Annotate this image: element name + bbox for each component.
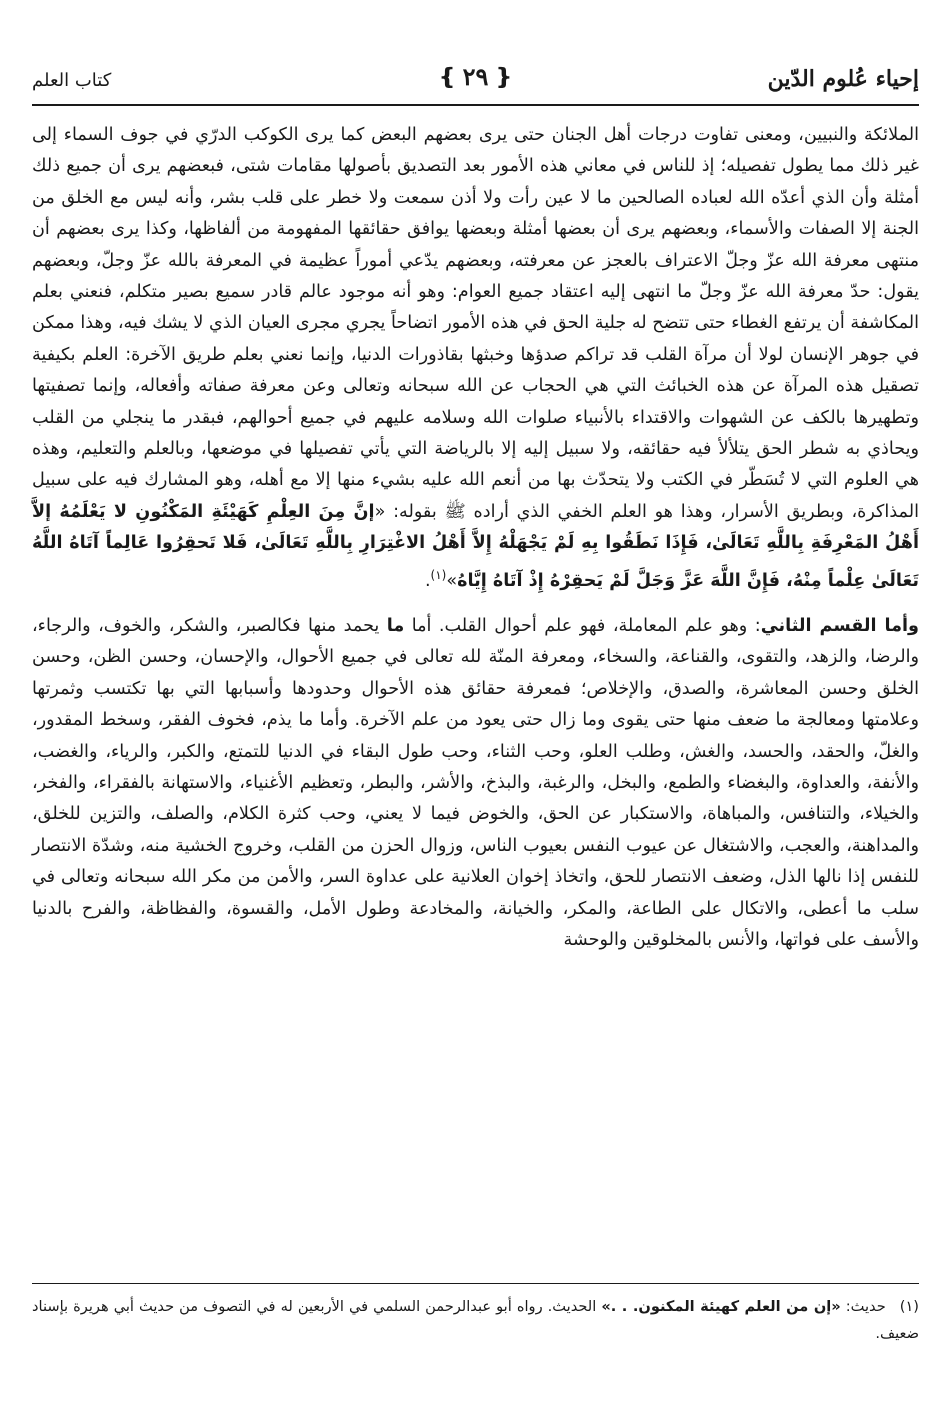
ornament-left-icon: ❵ xyxy=(438,63,457,90)
paragraph-1-text: الملائكة والنبيين، ومعنى تفاوت درجات أهل الجنان حتى يرى بعضهم البعض كما يرى الكوكب الدرّي في جوف السماء إلى غير ذلك مما يطول تفصيله؛ إذ للناس في معاني هذه الأمور بعد التصديق بأصولها مقامات شتى، فبعضهم يرى أن جميع ذلك أمثلة وأن الذي أعدّه الله لعباده الصالحين ما لا عين رأت ولا أذن سمعت ولا خطر على قلب بشر، وأنه ليس مع الخلق من الجنة إلا الصفات والأسماء، وبعضهم يرى أن بعضها أمثلة وبعضها يوافق حقائقها المفهومة من ألفاظها، وكذا يرى بعضهم أن منتهى معرفة الله عزّ وجلّ الاعتراف بالعجز عن معرفته، وبعضهم يدّعي أموراً عظيمة في المعرفة بالله عزّ وجلّ، وبعضهم يقول: حدّ معرفة الله عزّ وجلّ ما انتهى إليه اعتقاد جميع العوام: وهو أنه موجود عالم قادر سميع بصير متكلم، فنعني بعلم المكاشفة أن يرتفع الغطاء حتى تتضح له جلية الحق في هذه الأمور اتضاحاً يجري مجرى العيان الذي لا يشك فيه، وهذا ممكن في جوهر الإنسان لولا أن مرآة القلب قد تراكم صدؤها وخبثها بقاذورات الدنيا، وإنما نعني بعلم طريق الآخرة: العلم بكيفية تصقيل هذه المرآة عن هذه الخبائث التي هي الحجاب عن الله سبحانه وتعالى وعن معرفة صفاته وأفعاله، وإنما تصفيتها وتطهيرها بالكف عن الشهوات والاقتداء بالأنبياء صلوات الله وسلامه عليهم في جميع أحوالهم، فبقدر ما ينجلي من القلب ويحاذي به شطر الحق يتلألأ فيه حقائقه، ولا سبيل إليه إلا بالرياضة التي يأتي تفصيلها في موضعها، وبالعلم والتعليم، وهذه هي العلوم التي لا تُسَطّر في الكتب ولا يتحدّث بها من أنعم الله عليه بشيء منها إلا مع أهله، وهو المشارك فيه على سبيل المذاكرة، وبطريق الأسرار، وهذا هو العلم الخفي الذي أراده ﷺ بقوله: « xyxy=(32,125,919,522)
footnote-reference[interactable]: (١) xyxy=(430,567,447,582)
footnote-label: حديث: xyxy=(840,1298,886,1315)
hadith-quote: إنَّ مِنَ العِلْمِ كَهَيْئَةِ المَكْنُونِ لا يَعْلَمُهُ إلاَّ أَهْلُ المَعْرِفَةِ بِاللَّهِ تَعَالَىٰ، فَإِذَا نَطَقُوا بِهِ لَمْ يَجْهَلْهُ إِلاَّ أَهْلُ الاغْتِرَارِ بِاللَّهِ تَعَالَىٰ، فَلا تَحقِرُوا عَالِماً آتَاهُ اللَّهُ تَعَالَىٰ عِلْماً مِنْهُ، فَإِنَّ اللَّهَ عَزَّ وَجَلَّ لَمْ يَحقِرْهُ إِذْ آتَاهُ إِيَّاهُ xyxy=(32,501,919,591)
page-header xyxy=(32,58,919,106)
paragraph-2-bold-word: ما xyxy=(386,615,405,636)
paragraph-2-text-a: : وهو علم المعاملة، فهو علم أحوال القلب. أما xyxy=(404,615,761,636)
paragraph-2 xyxy=(32,611,919,956)
paragraph-2-text-b: يحمد منها فكالصبر، والشكر، والخوف، والرجاء، والرضا، والزهد، والتقوى، والقناعة، والسخاء، ومعرفة المنّة لله تعالى في جميع الأحوال، والإحسان، وحسن الظن، وحسن الخلق وحسن المعاشرة، والصدق، والإخلاص؛ فمعرفة حقائق هذه الأحوال وحدودها وأسبابها التي بها تكتسب وثمرتها وعلامتها ومعالجة ما ضعف منها حتى يقوى وما زال حتى يعود من علم الآخرة. وأما ما يذم، فخوف الفقر، وسخط المقدور، والغلّ، والحقد، والحسد، والغش، وطلب العلو، وحب الثناء، وحب طول البقاء في الدنيا للتمتع، والكبر، والرياء، والغضب، والأنفة، والعداوة، والبغضاء والطمع، والبخل، والرغبة، والبذخ، والأشر، والبطر، وتعظيم الأغنياء، والاستهانة بالفقراء، والفخر، والخيلاء، والتنافس، والمباهاة، والاستكبار عن الحق، والخوض فيما لا يعني، وحب كثرة الكلام، والصلف، والتزين للخلق، والمداهنة، والعجب، والاشتغال عن عيوب النفس بعيوب الناس، وزوال الحزن من القلب، وخروج الخشية منه، وشدّة الانتصار للنفس إذا نالها الذل، وضعف الانتصار للحق، واتخاذ إخوان العلانية على عداوة السر، والأمن من مكر الله سبحانه وتعالى في سلب ما أعطى، والاتكال على الطاعة، والمكر، والخيانة، والمخادعة وطول الأمل، والقسوة، والفظاظة، والفرح بالدنيا والأسف على فواتها، والأنس بالمخلوقين والوحشة xyxy=(32,615,919,951)
hadith-closing: » xyxy=(446,570,458,591)
page-number-value: ٢٩ xyxy=(462,62,489,91)
ornament-right-icon: ❴ xyxy=(494,63,513,90)
paragraph-1 xyxy=(32,120,919,597)
footnotes xyxy=(32,1293,919,1347)
page-number xyxy=(438,62,513,91)
main-text xyxy=(32,120,919,956)
footnote-divider xyxy=(32,1283,919,1284)
section-heading: وأما القسم الثاني xyxy=(760,615,919,636)
footnote-quote: «إن من العلم كهيئة المكنون. . .» xyxy=(601,1298,841,1315)
paragraph-1-end: . xyxy=(424,570,431,591)
book-title: إحياء عُلوم الدّين xyxy=(767,66,919,92)
footnote-1 xyxy=(32,1293,919,1347)
footnote-number: (١) xyxy=(899,1298,919,1315)
footnote-text: الحديث. رواه أبو عبدالرحمن السلمي في الأربعين له في التصوف من حديث أبي هريرة بإسناد ضعيف. xyxy=(32,1298,919,1342)
chapter-title: كتاب العلم xyxy=(32,70,112,91)
